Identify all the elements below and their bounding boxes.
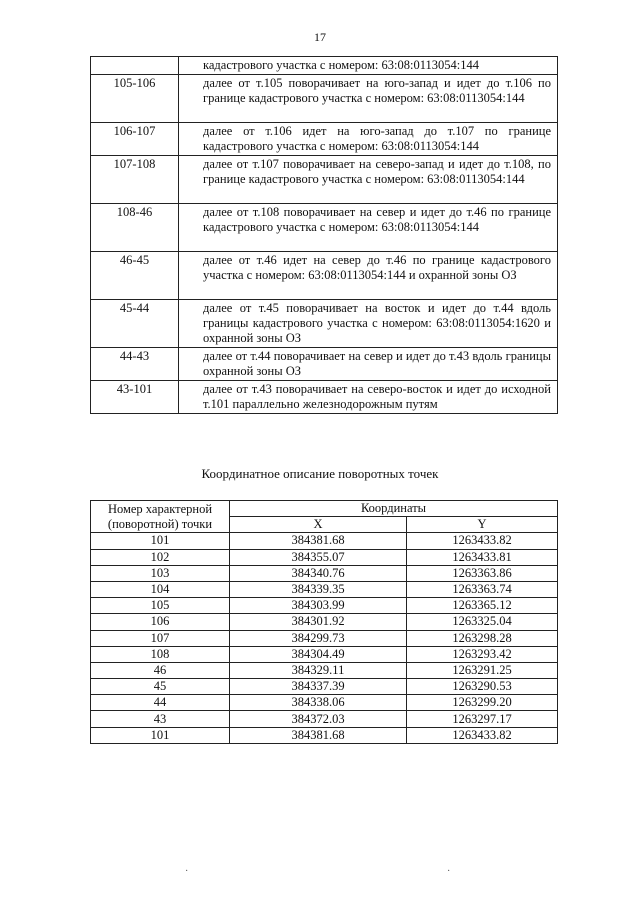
y-cell: 1263363.74 [407,581,558,597]
point-cell: 46 [91,662,230,678]
segment-cell: 105-106 [91,75,179,123]
description-cell: далее от т.45 поворачивает на восток и идет до т.44 вдоль границы кадастрового участка с номером: 63:08:0113054:1620 и охранной зоны ОЗ [179,300,558,348]
x-cell: 384338.06 [230,695,407,711]
point-cell: 102 [91,549,230,565]
y-cell: 1263299.20 [407,695,558,711]
point-number-header-line1: Номер характерной [107,501,213,516]
description-cell: далее от т.44 поворачивает на север и идет до т.43 вдоль границы охранной зоны ОЗ [179,348,558,381]
y-cell: 1263298.28 [407,630,558,646]
footer-mark: · [185,866,189,877]
y-cell: 1263297.17 [407,711,558,727]
table-row [91,646,558,662]
point-cell: 101 [91,533,230,549]
coordinates-header: Координаты [230,501,558,517]
table-row [91,204,558,252]
x-cell: 384337.39 [230,679,407,695]
table-row [91,123,558,156]
table-row [91,727,558,743]
point-cell: 101 [91,727,230,743]
point-number-header-line2: (поворотной) точки [107,516,213,531]
table-row [91,614,558,630]
y-header: Y [407,517,558,533]
table-row [91,381,558,414]
table-row [91,695,558,711]
table-row [91,679,558,695]
description-cell: далее от т.107 поворачивает на северо-запад и идет до т.108, по границе кадастрового участка с номером: 63:08:0113054:144 [179,156,558,204]
description-cell: далее от т.46 идет на север до т.46 по границе кадастрового участка с номером: 63:08:0113054:144 и охранной зоны ОЗ [179,252,558,300]
x-cell: 384339.35 [230,581,407,597]
segment-cell: 106-107 [91,123,179,156]
y-cell: 1263433.82 [407,533,558,549]
x-header: X [230,517,407,533]
description-cell: кадастрового участка с номером: 63:08:0113054:144 [179,57,558,75]
description-cell: далее от т.105 поворачивает на юго-запад и идет до т.106 по границе кадастрового участка с номером: 63:08:0113054:144 [179,75,558,123]
y-cell: 1263290.53 [407,679,558,695]
table-row [91,156,558,204]
point-cell: 43 [91,711,230,727]
segment-cell: 46-45 [91,252,179,300]
table-row [91,711,558,727]
footer-mark: · [447,866,451,877]
table-row [91,75,558,123]
y-cell: 1263365.12 [407,598,558,614]
point-number-header [91,501,230,533]
x-cell: 384381.68 [230,727,407,743]
table-row [91,630,558,646]
table-row [91,57,558,75]
point-cell: 44 [91,695,230,711]
point-cell: 108 [91,646,230,662]
point-cell: 107 [91,630,230,646]
y-cell: 1263325.04 [407,614,558,630]
description-cell: далее от т.108 поворачивает на север и идет до т.46 по границе кадастрового участка с номером: 63:08:0113054:144 [179,204,558,252]
table-row [91,598,558,614]
segment-cell: 43-101 [91,381,179,414]
table-row [91,549,558,565]
point-cell: 106 [91,614,230,630]
page-number: 17 [314,30,326,44]
point-cell: 45 [91,679,230,695]
table-row [91,565,558,581]
point-cell: 103 [91,565,230,581]
x-cell: 384301.92 [230,614,407,630]
coordinates-table-body [91,533,558,743]
segment-cell: 44-43 [91,348,179,381]
description-cell: далее от т.106 идет на юго-запад до т.107 по границе кадастрового участка с номером: 63:08:0113054:144 [179,123,558,156]
boundary-description-table [90,56,558,414]
x-cell: 384340.76 [230,565,407,581]
y-cell: 1263433.81 [407,549,558,565]
point-cell: 105 [91,598,230,614]
section-title: Координатное описание поворотных точек [201,466,439,481]
description-cell: далее от т.43 поворачивает на северо-восток и идет до исходной т.101 параллельно железнодорожным путям [179,381,558,414]
table-row [91,348,558,381]
point-cell: 104 [91,581,230,597]
y-cell: 1263291.25 [407,662,558,678]
table-row [91,581,558,597]
x-cell: 384303.99 [230,598,407,614]
table-row [91,662,558,678]
table-row [91,252,558,300]
x-cell: 384381.68 [230,533,407,549]
coordinates-table [90,500,558,744]
y-cell: 1263363.86 [407,565,558,581]
table-row [91,300,558,348]
segment-cell [91,57,179,75]
table-header-row [91,501,558,517]
x-cell: 384304.49 [230,646,407,662]
segment-cell: 107-108 [91,156,179,204]
x-cell: 384355.07 [230,549,407,565]
y-cell: 1263293.42 [407,646,558,662]
segment-cell: 45-44 [91,300,179,348]
x-cell: 384329.11 [230,662,407,678]
x-cell: 384372.03 [230,711,407,727]
table-row [91,533,558,549]
x-cell: 384299.73 [230,630,407,646]
segment-cell: 108-46 [91,204,179,252]
y-cell: 1263433.82 [407,727,558,743]
